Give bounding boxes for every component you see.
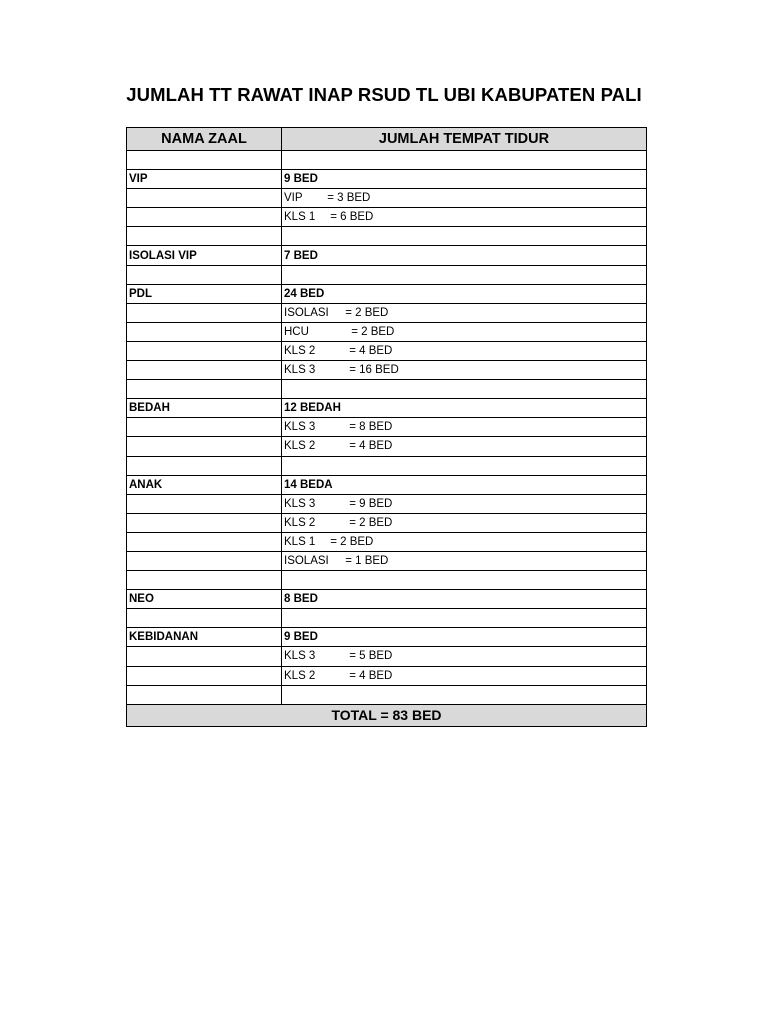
table-row <box>127 628 647 647</box>
zaal-name-cell: ANAK <box>127 475 282 494</box>
bed-detail-cell <box>282 189 647 208</box>
table-row <box>127 284 647 303</box>
class-label: ISOLASI <box>284 555 329 568</box>
table-row <box>127 590 647 609</box>
class-label: KLS 2 <box>284 440 316 453</box>
zaal-total-cell: 24 BED <box>282 284 647 303</box>
table-row <box>127 322 647 341</box>
empty-cell <box>282 571 647 590</box>
header-nama-zaal: NAMA ZAAL <box>127 128 282 151</box>
empty-cell <box>282 380 647 399</box>
class-bed-count: = 4 BED <box>349 669 393 682</box>
class-bed-count: = 16 BED <box>349 364 399 377</box>
class-label: KLS 3 <box>284 364 316 377</box>
zaal-total-cell: 9 BED <box>282 628 647 647</box>
table-row <box>127 303 647 322</box>
empty-cell <box>282 227 647 246</box>
class-bed-count: = 6 BED <box>330 211 374 224</box>
empty-cell <box>127 666 282 685</box>
empty-cell <box>127 380 282 399</box>
empty-cell <box>127 151 282 170</box>
empty-cell <box>282 609 647 628</box>
class-bed-count: = 8 BED <box>349 421 393 434</box>
table-row <box>127 513 647 532</box>
bed-detail-cell <box>282 551 647 570</box>
zaal-name-cell: BEDAH <box>127 399 282 418</box>
empty-cell <box>127 303 282 322</box>
empty-cell <box>127 341 282 360</box>
class-bed-count: = 4 BED <box>349 344 393 357</box>
total-cell: TOTAL = 83 BED <box>127 704 647 726</box>
class-label: KLS 2 <box>284 516 316 529</box>
table-row <box>127 380 647 399</box>
class-label: KLS 3 <box>284 650 316 663</box>
empty-cell <box>127 513 282 532</box>
table-row <box>127 456 647 475</box>
zaal-name-cell: VIP <box>127 170 282 189</box>
class-bed-count: = 2 BED <box>345 306 389 319</box>
zaal-name-cell: NEO <box>127 590 282 609</box>
class-label: KLS 3 <box>284 421 316 434</box>
zaal-name-cell: ISOLASI VIP <box>127 246 282 265</box>
empty-cell <box>282 685 647 704</box>
total-row <box>127 704 647 726</box>
table-row <box>127 551 647 570</box>
table-row <box>127 265 647 284</box>
class-label: KLS 1 <box>284 535 316 548</box>
table-row <box>127 418 647 437</box>
bed-detail-cell <box>282 666 647 685</box>
table-row <box>127 571 647 590</box>
table-row <box>127 647 647 666</box>
table-row <box>127 341 647 360</box>
empty-cell <box>127 685 282 704</box>
zaal-name-cell: PDL <box>127 284 282 303</box>
empty-cell <box>127 609 282 628</box>
zaal-total-cell: 9 BED <box>282 170 647 189</box>
class-label: ISOLASI <box>284 306 329 319</box>
class-label: KLS 3 <box>284 497 316 510</box>
table-row <box>127 246 647 265</box>
bed-detail-cell <box>282 303 647 322</box>
zaal-total-cell: 7 BED <box>282 246 647 265</box>
bed-count-table <box>126 127 647 727</box>
table-row <box>127 399 647 418</box>
bed-detail-cell <box>282 494 647 513</box>
table-row <box>127 189 647 208</box>
table-row <box>127 361 647 380</box>
bed-detail-cell <box>282 418 647 437</box>
bed-detail-cell <box>282 437 647 456</box>
class-bed-count: = 5 BED <box>349 650 393 663</box>
empty-cell <box>127 189 282 208</box>
empty-cell <box>282 265 647 284</box>
empty-cell <box>127 361 282 380</box>
empty-cell <box>127 456 282 475</box>
class-label: KLS 2 <box>284 669 316 682</box>
empty-cell <box>127 647 282 666</box>
empty-cell <box>127 551 282 570</box>
header-jumlah-tempat-tidur: JUMLAH TEMPAT TIDUR <box>282 128 647 151</box>
table-header-row <box>127 128 647 151</box>
bed-detail-cell <box>282 208 647 227</box>
bed-detail-cell <box>282 513 647 532</box>
table-row <box>127 437 647 456</box>
class-bed-count: = 2 BED <box>349 516 393 529</box>
empty-cell <box>127 532 282 551</box>
class-bed-count: = 2 BED <box>330 535 374 548</box>
bed-detail-cell <box>282 361 647 380</box>
class-bed-count: = 1 BED <box>345 555 389 568</box>
table-row <box>127 208 647 227</box>
empty-cell <box>127 494 282 513</box>
table-row <box>127 532 647 551</box>
zaal-total-cell: 8 BED <box>282 590 647 609</box>
table-row <box>127 151 647 170</box>
class-label: KLS 2 <box>284 344 316 357</box>
class-bed-count: = 2 BED <box>351 325 395 338</box>
empty-cell <box>127 322 282 341</box>
empty-cell <box>127 437 282 456</box>
empty-cell <box>127 227 282 246</box>
empty-cell <box>127 418 282 437</box>
bed-detail-cell <box>282 532 647 551</box>
bed-detail-cell <box>282 647 647 666</box>
table-row <box>127 475 647 494</box>
empty-cell <box>282 456 647 475</box>
class-bed-count: = 9 BED <box>349 497 393 510</box>
empty-cell <box>127 208 282 227</box>
zaal-name-cell: KEBIDANAN <box>127 628 282 647</box>
document-title: JUMLAH TT RAWAT INAP RSUD TL UBI KABUPATEN PALI <box>126 84 642 105</box>
table-row <box>127 170 647 189</box>
bed-detail-cell <box>282 322 647 341</box>
zaal-total-cell: 12 BEDAH <box>282 399 647 418</box>
table-row <box>127 227 647 246</box>
class-bed-count: = 3 BED <box>327 192 371 205</box>
table-row <box>127 685 647 704</box>
table-row <box>127 666 647 685</box>
table-row <box>127 609 647 628</box>
class-label: HCU <box>284 325 309 338</box>
empty-cell <box>127 571 282 590</box>
class-bed-count: = 4 BED <box>349 440 393 453</box>
class-label: VIP <box>284 192 303 205</box>
bed-detail-cell <box>282 341 647 360</box>
table-row <box>127 494 647 513</box>
class-label: KLS 1 <box>284 211 316 224</box>
empty-cell <box>127 265 282 284</box>
table-body <box>127 151 647 705</box>
zaal-total-cell: 14 BEDA <box>282 475 647 494</box>
empty-cell <box>282 151 647 170</box>
